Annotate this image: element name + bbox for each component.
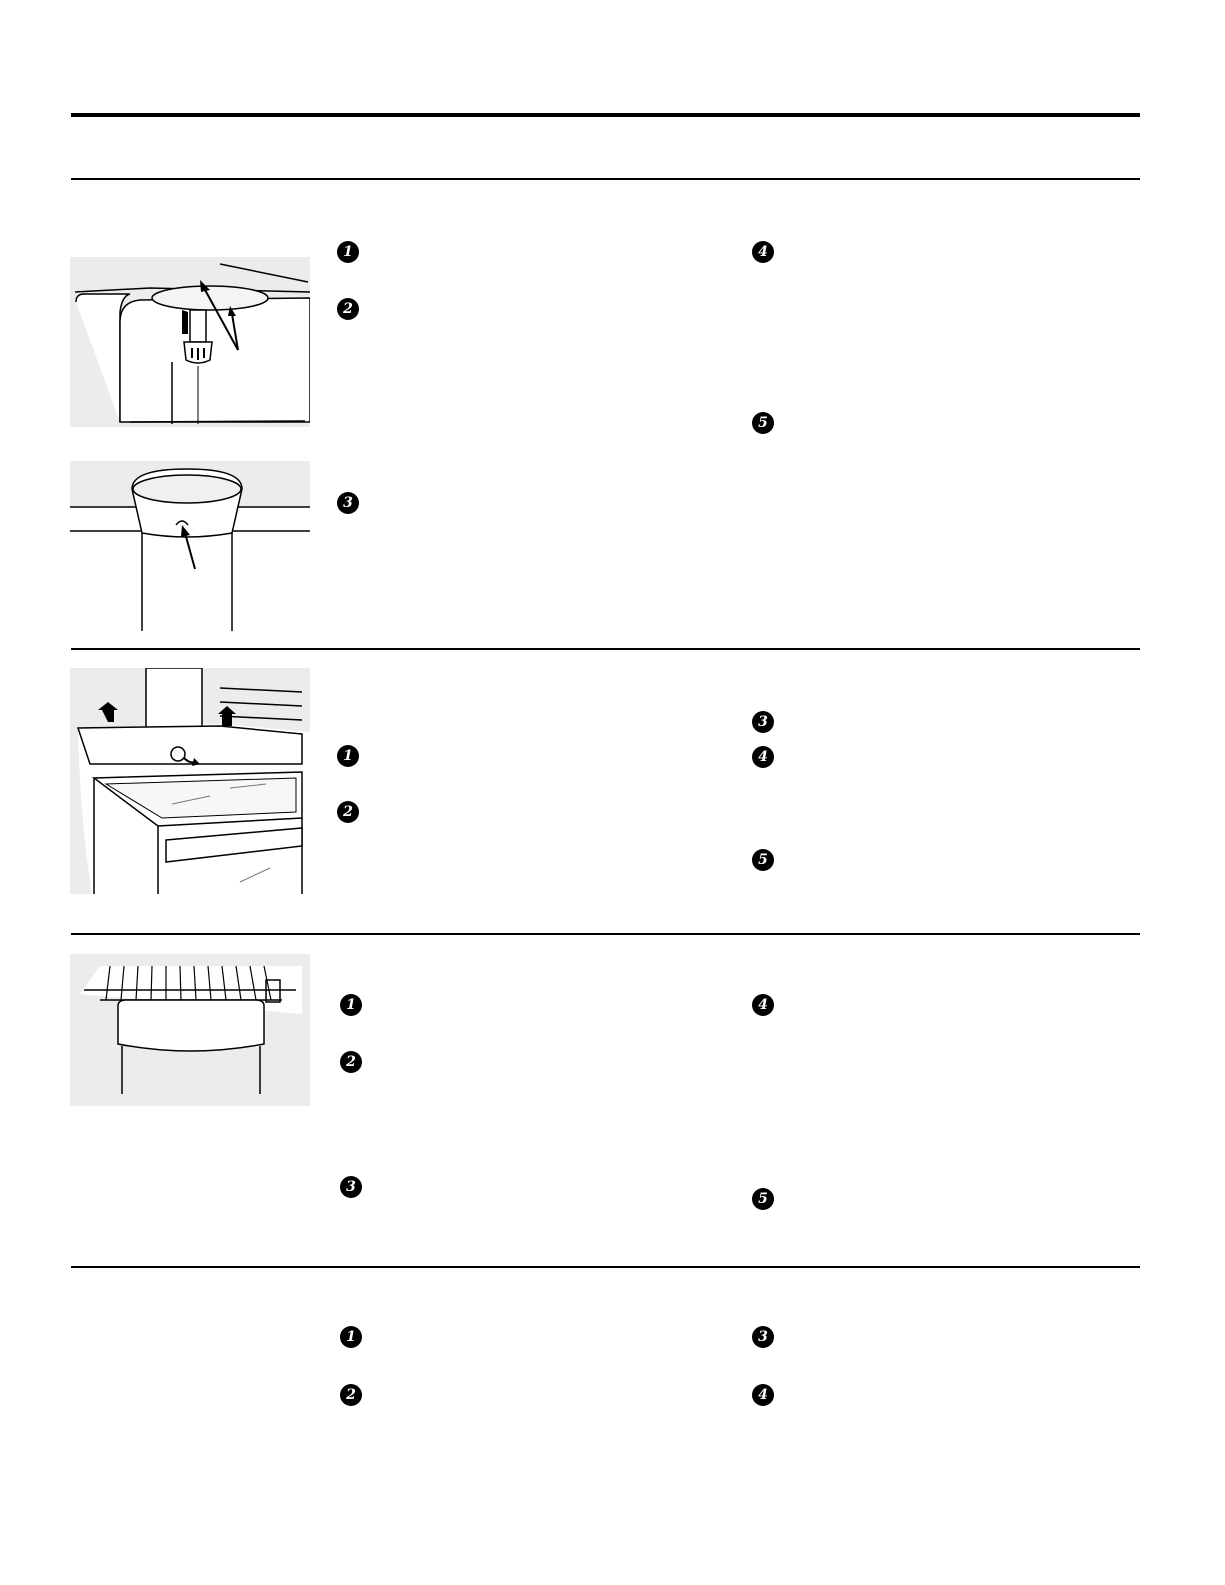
section-divider <box>71 648 1140 650</box>
range-cooktop-vent-icon <box>70 668 310 894</box>
step-number-badge: 1 <box>340 994 362 1016</box>
section-divider <box>71 1266 1140 1268</box>
step-number-badge: 4 <box>752 746 774 768</box>
section-divider <box>71 178 1140 180</box>
step-number-badge: 3 <box>752 1326 774 1348</box>
step-number-badge: 1 <box>340 1326 362 1348</box>
step-number-badge: 2 <box>337 801 359 823</box>
step-number-badge: 4 <box>752 994 774 1016</box>
step-number-badge: 4 <box>752 241 774 263</box>
section-divider <box>71 933 1140 935</box>
step-number-badge: 4 <box>752 1384 774 1406</box>
step-number-badge: 3 <box>340 1176 362 1198</box>
dispenser-spout-icon <box>70 252 310 427</box>
step-number-badge: 5 <box>752 412 774 434</box>
step-number-badge: 5 <box>752 1188 774 1210</box>
step-number-badge: 3 <box>752 711 774 733</box>
step-number-badge: 3 <box>337 492 359 514</box>
step-number-badge: 1 <box>337 241 359 263</box>
step-number-badge: 2 <box>340 1384 362 1406</box>
step-number-badge: 2 <box>337 298 359 320</box>
step-number-badge: 2 <box>340 1051 362 1073</box>
header-rule <box>71 113 1140 117</box>
wire-shelf-drawer-icon <box>70 954 310 1106</box>
step-number-badge: 5 <box>752 849 774 871</box>
spout-tube-icon <box>70 461 310 631</box>
step-number-badge: 1 <box>337 745 359 767</box>
